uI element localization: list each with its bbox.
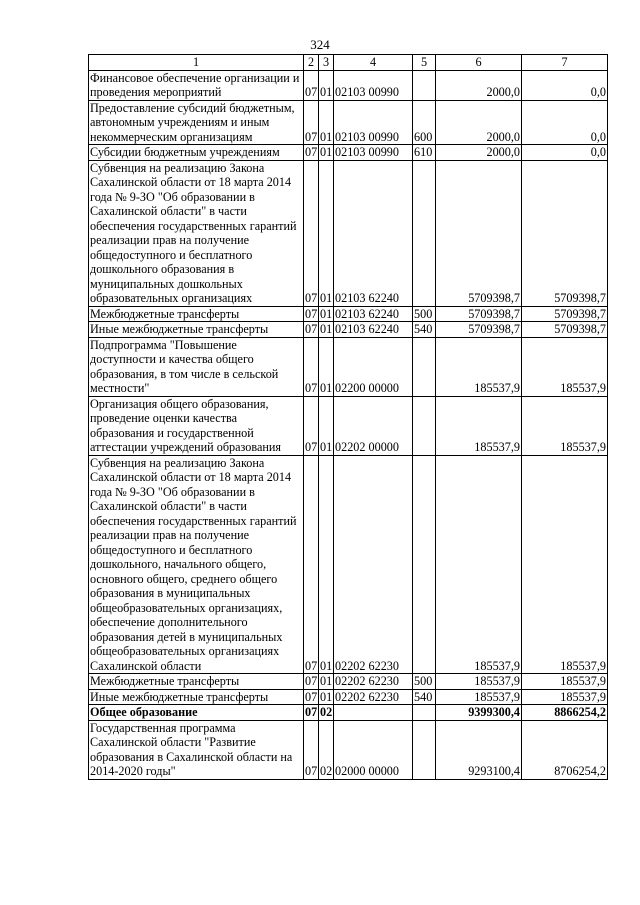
row-section: 07: [305, 689, 318, 704]
header-col-3: 3: [319, 55, 334, 71]
table-row: [89, 674, 608, 690]
row-section: 07: [304, 455, 319, 674]
row-name: Финансовое обеспечение организации и проведения мероприятий: [89, 70, 304, 100]
row-name: Межбюджетные трансферты: [89, 306, 304, 322]
row-amount-col7: 0,0: [522, 100, 608, 145]
row-expense-type: 610: [413, 145, 436, 161]
table-row: [89, 396, 608, 455]
row-expense-type: 540: [413, 689, 436, 705]
row-amount-col7: 185537,9: [522, 396, 608, 455]
row-subsection: 02: [320, 705, 333, 719]
row-target-article: 02103 00990: [334, 145, 413, 161]
table-row: [89, 322, 608, 338]
header-col-7: 7: [522, 55, 608, 71]
row-subsection: 01: [319, 160, 334, 306]
row-section: 07: [304, 70, 319, 100]
row-subsection: 01: [319, 396, 334, 455]
row-target-article: 02103 62240: [334, 322, 413, 338]
table-row: [89, 720, 608, 779]
header-col-4: 4: [334, 55, 413, 71]
row-amount-col6: 9293100,4: [436, 720, 522, 779]
row-name: Иные межбюджетные трансферты: [89, 689, 304, 705]
row-amount-col7: 185537,9: [522, 674, 608, 690]
row-subsection: 01: [320, 674, 333, 688]
header-col-5: 5: [413, 55, 436, 71]
row-name: Иные межбюджетные трансферты: [89, 322, 304, 338]
row-amount-col6: 5709398,7: [436, 306, 522, 322]
table-row: [89, 70, 608, 100]
row-amount-col7: 185537,9: [522, 455, 608, 674]
table-row: [89, 455, 608, 674]
row-expense-type: 540: [413, 322, 436, 338]
row-section: 07: [304, 396, 319, 455]
row-subsection: 01: [320, 306, 333, 321]
row-amount-col6: 185537,9: [436, 396, 522, 455]
row-amount-col7: 8706254,2: [522, 720, 608, 779]
row-expense-type: [413, 160, 436, 306]
row-amount-col7: 8866254,2: [522, 705, 608, 721]
row-target-article: 02202 62230: [334, 689, 413, 705]
row-amount-col7: 185537,9: [522, 689, 608, 705]
row-amount-col6: 2000,0: [436, 145, 522, 161]
row-name: Подпрограмма "Повышение доступности и качества общего образования, в том числе в сельской местности": [89, 337, 304, 396]
row-amount-col7: 0,0: [522, 70, 608, 100]
row-target-article: 02103 62240: [334, 306, 413, 322]
row-subsection: 01: [320, 145, 333, 159]
row-subsection: 01: [320, 322, 333, 336]
table-row-total: [89, 705, 608, 721]
row-section: 07: [304, 720, 319, 779]
row-amount-col7: 5709398,7: [522, 322, 608, 338]
page-number: 324: [310, 37, 330, 52]
row-name: Предоставление субсидий бюджетным, автономным учреждениям и иным некоммерческим организациям: [89, 100, 304, 145]
row-section: 07: [305, 705, 318, 719]
row-amount-col6: 185537,9: [436, 689, 522, 705]
row-subsection: 01: [319, 337, 334, 396]
row-expense-type: [413, 396, 436, 455]
row-name: Межбюджетные трансферты: [89, 674, 304, 690]
table-row: [89, 337, 608, 396]
row-target-article: 02202 00000: [334, 396, 413, 455]
row-expense-type: [413, 455, 436, 674]
row-expense-type: 500: [413, 674, 436, 690]
row-amount-col6: 9399300,4: [436, 705, 522, 721]
row-subsection: 02: [319, 720, 334, 779]
row-amount-col6: 2000,0: [436, 70, 522, 100]
row-section: 07: [305, 674, 318, 688]
row-expense-type: [413, 70, 436, 100]
row-amount-col6: 5709398,7: [436, 160, 522, 306]
table-row: [89, 100, 608, 145]
row-target-article: 02000 00000: [334, 720, 413, 779]
row-section: 07: [304, 160, 319, 306]
row-target-article: 02103 62240: [334, 160, 413, 306]
row-name: Общее образование: [89, 705, 304, 721]
row-name: Организация общего образования, проведение оценки качества образования и государственной аттестации учреждений образования: [89, 396, 304, 455]
row-amount-col6: 185537,9: [436, 337, 522, 396]
row-section: 07: [305, 322, 318, 336]
row-target-article: [334, 705, 413, 721]
row-section: 07: [304, 100, 319, 145]
row-expense-type: [413, 720, 436, 779]
row-amount-col6: 5709398,7: [436, 322, 522, 338]
row-target-article: 02200 00000: [334, 337, 413, 396]
row-name: Государственная программа Сахалинской области "Развитие образования в Сахалинской области на 2014-2020 годы": [89, 720, 304, 779]
table-row: [89, 160, 608, 306]
row-expense-type: 600: [413, 100, 436, 145]
table-row: [89, 306, 608, 322]
table-row: [89, 145, 608, 161]
row-subsection: 01: [319, 100, 334, 145]
row-target-article: 02202 62230: [334, 455, 413, 674]
row-expense-type: [413, 337, 436, 396]
row-target-article: 02202 62230: [334, 674, 413, 690]
row-amount-col7: 5709398,7: [522, 306, 608, 322]
row-section: 07: [304, 337, 319, 396]
row-amount-col7: 0,0: [522, 145, 608, 161]
row-target-article: 02103 00990: [334, 70, 413, 100]
row-amount-col6: 2000,0: [436, 100, 522, 145]
header-col-1: 1: [89, 55, 304, 71]
row-section: 07: [305, 306, 318, 321]
row-amount-col6: 185537,9: [436, 674, 522, 690]
row-expense-type: [413, 705, 436, 721]
row-target-article: 02103 00990: [334, 100, 413, 145]
row-amount-col7: 5709398,7: [522, 160, 608, 306]
row-name: Субвенция на реализацию Закона Сахалинской области от 18 марта 2014 года № 9-ЗО "Об образовании в Сахалинской области" в части обеспечения государственных гарантий реализации прав на получение общедоступного и бесплатного дошкольного, начального общего, основного общего, среднего общего образования в муниципальных общеобразовательных организациях, обеспечение дополнительного образования детей в муниципальных общеобразовательных организациях Сахалинской области: [89, 455, 304, 674]
budget-table: [88, 54, 608, 780]
row-name: Субсидии бюджетным учреждениям: [89, 145, 304, 161]
row-amount-col6: 185537,9: [436, 455, 522, 674]
row-expense-type: 500: [413, 306, 436, 322]
row-subsection: 01: [320, 689, 333, 704]
row-subsection: 01: [319, 455, 334, 674]
header-col-6: 6: [436, 55, 522, 71]
row-name: Субвенция на реализацию Закона Сахалинской области от 18 марта 2014 года № 9-ЗО "Об образовании в Сахалинской области" в части обеспечения государственных гарантий реализации прав на получение общедоступного и бесплатного дошкольного образования в муниципальных дошкольных образовательных организациях: [89, 160, 304, 306]
row-subsection: 01: [319, 70, 334, 100]
row-section: 07: [305, 145, 318, 159]
row-amount-col7: 185537,9: [522, 337, 608, 396]
header-row: [89, 55, 608, 71]
header-col-2: 2: [304, 55, 319, 71]
table-row: [89, 689, 608, 705]
